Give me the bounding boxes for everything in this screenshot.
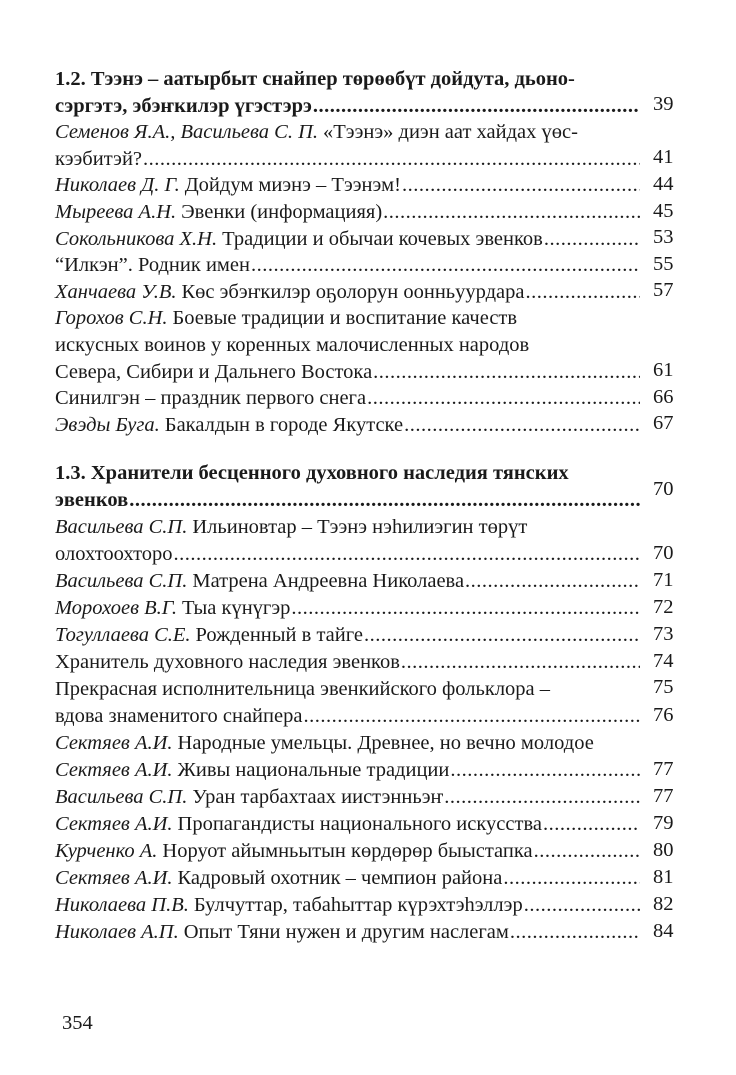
entry-page-number: 82 [653,893,674,916]
entry-author: Николаев Д. Г. [55,174,180,197]
entry-line [55,919,640,946]
entry-page-number: 41 [653,146,674,169]
dot-leader [404,412,640,439]
entry-title: Эвенки (информацияя) [181,200,383,223]
entry-page-number: 75 [653,676,674,699]
entry-title: Бакалдын в городе Якутске [164,413,404,436]
entry-line [55,676,640,703]
entry-title: Живы национальные традиции [177,759,450,782]
entry-page-number: 74 [653,650,674,673]
entry-line [55,279,640,306]
toc-entry [55,172,685,199]
entry-line [55,66,640,93]
entry-page-number: 57 [653,279,674,302]
entry-author: Мыреева А.Н. [55,200,177,223]
entry-page-number: 61 [653,359,674,382]
entry-title: вдова знаменитого снайпера [55,705,303,728]
toc-section [55,66,685,438]
entry-page-number: 53 [653,226,674,249]
toc-entry [55,568,685,595]
entry-line [55,703,640,730]
entry-line [55,514,640,541]
toc-entry [55,199,685,226]
dot-leader [510,919,640,946]
entry-page-number: 70 [653,478,674,501]
entry-line [55,412,640,439]
entry-title: Булчуттар, табаһыттар күрэхтэһэллэр [193,894,523,917]
entry-line [55,892,640,919]
entry-page-number: 73 [653,623,674,646]
toc-entry [55,622,685,649]
entry-line [55,172,640,199]
entry-line [55,460,640,487]
entry-title: “Илкэн”. Родник имен [55,254,250,277]
dot-leader [450,757,640,784]
toc-entry [55,279,685,306]
toc-entry [55,514,685,568]
entry-line [55,811,640,838]
entry-line [55,865,640,892]
page-number: 354 [62,1012,93,1034]
entry-title: Опыт Тяни нужен и другим наслегам [183,921,509,944]
entry-line [55,93,640,120]
entry-author: Ханчаева У.В. [55,280,177,303]
entry-author: Тогуллаева С.Е. [55,624,191,647]
entry-page-number: 66 [653,385,674,408]
entry-title: Традиции и обычаи кочевых эвенков [222,227,543,250]
entry-line [55,119,640,146]
entry-page-number: 72 [653,596,674,619]
toc-entry [55,730,685,757]
dot-leader [313,93,640,120]
dot-leader [465,568,640,595]
entry-line [55,146,640,173]
entry-title: Пропагандисты национального искусства [177,813,542,836]
entry-page-number: 76 [653,704,674,727]
entry-author: Николаева П.В. [55,894,189,917]
entry-title: 1.3. Хранители бесценного духовного наследия тянских [55,462,569,485]
entry-author: Курченко А. [55,840,158,863]
entry-line [55,305,640,332]
entry-title: кээбитэй? [55,147,143,170]
entry-title: «Тээнэ» диэн аат хайдах үөс- [323,121,578,144]
toc-entry [55,757,685,784]
entry-page-number: 81 [653,866,674,889]
entry-page-number: 79 [653,812,674,835]
entry-page-number: 77 [653,758,674,781]
section-heading [55,460,685,514]
entry-title: эвенков [55,489,129,512]
entry-line [55,838,640,865]
entry-author: Сокольникова Х.Н. [55,227,218,250]
entry-title: искусных воинов у коренных малочисленных народов [55,333,530,356]
entry-title: Севера, Сибири и Дальнего Востока [55,360,373,383]
entry-title: 1.2. Тээнэ – аатырбыт снайпер төрөөбүт дойдута, дьоно- [55,68,575,90]
dot-leader [544,226,640,253]
entry-line [55,385,640,412]
toc-entry [55,811,685,838]
dot-leader [543,811,640,838]
toc-entry [55,385,685,412]
entry-page-number: 39 [653,93,674,116]
entry-title: Боевые традиции и воспитание качеств [172,307,518,330]
entry-page-number: 71 [653,569,674,592]
entry-page-number: 77 [653,785,674,808]
toc-entry [55,865,685,892]
dot-leader [367,385,640,412]
dot-leader [303,703,640,730]
entry-title: Прекрасная исполнительница эвенкийского фольклора – [55,678,551,701]
section-heading [55,66,685,119]
toc-entry [55,676,685,730]
entry-title: сэргэтэ, эбэҥкилэр үгэстэрэ [55,94,312,117]
entry-page-number: 84 [653,920,674,943]
entry-line [55,784,640,811]
entry-author: Горохов С.Н. [55,307,168,330]
entry-line [55,541,640,568]
entry-author: Васильева С.П. [55,516,188,539]
entry-page-number: 45 [653,199,674,222]
entry-author: Васильева С.П. [55,570,188,593]
entry-line [55,487,640,514]
toc-entry [55,252,685,279]
entry-line [55,332,640,359]
entry-title: Норуот айымньытын көрдөрөр быыстапка [162,840,533,863]
entry-line [55,757,640,784]
dot-leader [373,359,640,386]
dot-leader [526,279,640,306]
toc-entry [55,119,685,172]
entry-author: Сектяев А.И. [55,867,173,890]
dot-leader [503,865,640,892]
dot-leader [402,172,640,199]
dot-leader [174,541,640,568]
entry-page-number: 55 [653,252,674,275]
dot-leader [251,252,640,279]
toc-entry [55,892,685,919]
entry-line [55,622,640,649]
entry-title: Дойдум миэнэ – Тээнэм! [184,174,401,197]
entry-author: Сектяев А.И. [55,759,173,782]
entry-title: олохтоохторо [55,543,173,566]
toc-entry [55,226,685,253]
entry-author: Сектяев А.И. [55,732,173,755]
entry-line [55,226,640,253]
toc-entry [55,649,685,676]
entry-line [55,730,640,757]
entry-title: Тыа күнүгэр [181,597,291,620]
toc-entry [55,305,685,385]
entry-title: Ильиновтар – Тээнэ нэһилиэгин төрүт [192,516,528,539]
entry-page-number: 67 [653,412,674,435]
entry-author: Эвэды Буга. [55,413,160,436]
entry-author: Морохоев В.Г. [55,597,177,620]
toc-entry [55,838,685,865]
entry-author: Васильева С.П. [55,786,188,809]
dot-leader [143,146,640,173]
entry-author: Семенов Я.А., Васильева С. П. [55,121,318,144]
entry-author: Николаев А.П. [55,921,179,944]
table-of-contents [55,66,685,968]
toc-section [55,460,685,946]
entry-title: Матрена Андреевна Николаева [192,570,465,593]
entry-author: Сектяев А.И. [55,813,173,836]
entry-line [55,359,640,386]
entry-line [55,568,640,595]
entry-title: Уран тарбахтаах иистэнньэҥ [192,786,444,809]
toc-entry [55,784,685,811]
dot-leader [383,199,640,226]
entry-title: Көс эбэҥкилэр оҕолорун оонньуурдара [181,280,525,303]
entry-line [55,252,640,279]
entry-page-number: 70 [653,542,674,565]
dot-leader [364,622,640,649]
toc-entry [55,595,685,622]
toc-entry [55,919,685,946]
entry-line [55,199,640,226]
entry-title: Кадровый охотник – чемпион района [177,867,503,890]
entry-title: Рожденный в тайге [195,624,363,647]
entry-page-number: 44 [653,172,674,195]
dot-leader [401,649,640,676]
entry-line [55,649,640,676]
entry-title: Народные умельцы. Древнее, но вечно молодое [177,732,594,755]
dot-leader [444,784,640,811]
entry-page-number: 80 [653,839,674,862]
toc-entry [55,412,685,439]
entry-line [55,595,640,622]
dot-leader [534,838,640,865]
dot-leader [129,487,640,514]
dot-leader [524,892,640,919]
entry-title: Хранитель духовного наследия эвенков [55,651,400,674]
dot-leader [291,595,640,622]
entry-title: Синилгэн – праздник первого снега [55,387,367,410]
